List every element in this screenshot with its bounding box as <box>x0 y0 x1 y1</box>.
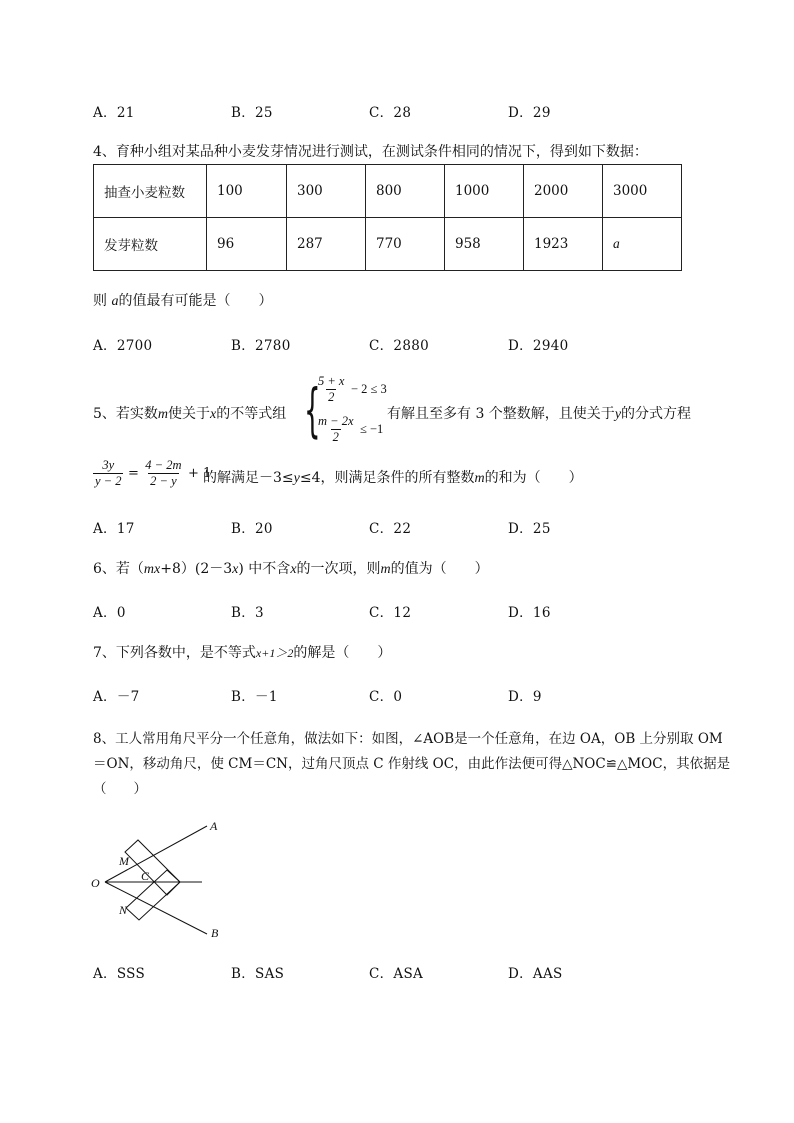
q5-inequality-2: $\frac{m - 2x}{2}$ ≤ −1 <box>318 414 384 444</box>
angle-bisector-figure <box>85 815 235 945</box>
q5-stem-part2: 有解且至多有 3 个整数解，且使关于y的分式方程 <box>387 406 692 422</box>
table-cell: 96 <box>207 218 287 271</box>
label-b: B <box>211 926 219 940</box>
q3-option-b: B．25 <box>231 105 273 121</box>
table-row-header: 发芽粒数 <box>94 218 207 271</box>
label-o: O <box>91 876 100 890</box>
q6-option-b: B．3 <box>231 605 264 621</box>
q7-option-c: C．0 <box>369 689 403 705</box>
q7-option-d: D．9 <box>508 689 542 705</box>
q6-option-a: A．0 <box>93 605 126 621</box>
q6-stem: 6、若（mx+8）(2－3x) 中不含x的一次项，则m的值为（ ） <box>93 561 489 577</box>
ruler-arm-lower <box>126 870 180 920</box>
table-cell: 1000 <box>445 165 524 218</box>
table-cell: 287 <box>287 218 366 271</box>
q4-question: 则 a的值最有可能是（ ） <box>93 293 273 309</box>
table-row <box>94 218 682 271</box>
q4-stem: 4、育种小组对某品种小麦发芽情况进行测试，在测试条件相同的情况下，得到如下数据： <box>93 144 648 160</box>
q8-option-b: B．SAS <box>231 966 285 982</box>
q8-option-a: A．SSS <box>93 966 146 982</box>
q8-stem-line2: ＝ON，移动角尺，使 CM＝CN，过角尺顶点 C 作射线 OC，由此作法便可得△NOC≌△MOC，其依据是 <box>93 756 731 772</box>
q5-inequality-1: $\frac{5 + x}{2}$ − 2 ≤ 3 <box>318 374 387 404</box>
q4-option-b: B．2780 <box>231 338 291 354</box>
table-cell: a <box>603 218 682 271</box>
table-cell: 800 <box>366 165 445 218</box>
table-row-header: 抽查小麦粒数 <box>94 165 207 218</box>
q5-option-d: D．25 <box>508 521 551 537</box>
table-row <box>94 165 682 218</box>
table-cell: 300 <box>287 165 366 218</box>
q8-stem-line1: 8、工人常用角尺平分一个任意角，做法如下：如图，∠AOB是一个任意角，在边 OA，OB 上分别取 OM <box>93 731 723 747</box>
q3-option-d: D．29 <box>508 105 551 121</box>
q4-option-c: C．2880 <box>369 338 429 354</box>
q5-option-a: A．17 <box>93 521 135 537</box>
table-cell: 2000 <box>524 165 603 218</box>
label-a: A <box>210 819 218 833</box>
q5-stem-part1: 5、若实数m使关于x的不等式组 <box>93 406 287 422</box>
q6-option-c: C．12 <box>369 605 412 621</box>
q7-option-a: A．－7 <box>93 689 140 705</box>
q8-option-c: C．ASA <box>369 966 424 982</box>
q5-stem-part3: 的解满足－3≤y≤4，则满足条件的所有整数m的和为（ ） <box>203 470 583 486</box>
q3-option-c: C．28 <box>369 105 412 121</box>
q8-stem-line3: （ ） <box>93 781 147 797</box>
q7-stem: 7、下列各数中，是不等式x+1＞2的解是（ ） <box>93 645 392 661</box>
label-n: N <box>119 903 128 917</box>
q8-option-d: D．AAS <box>508 966 563 982</box>
system-brace: { <box>304 376 321 444</box>
table-cell: 3000 <box>603 165 682 218</box>
q5-fraction-equation: $\frac{3y}{y - 2}$ = $\frac{4 - 2m}{2 - y}$ + 1 <box>95 458 212 488</box>
q7-option-b: B．－1 <box>231 689 278 705</box>
q5-option-c: C．22 <box>369 521 412 537</box>
label-m: M <box>119 854 129 868</box>
table-cell: 958 <box>445 218 524 271</box>
q6-option-d: D．16 <box>508 605 551 621</box>
ruler-arm-upper <box>125 840 180 895</box>
q5-option-b: B．20 <box>231 521 273 537</box>
table-cell: 100 <box>207 165 287 218</box>
q3-option-a: A．21 <box>93 105 135 121</box>
q4-data-table <box>93 164 682 271</box>
q4-option-a: A．2700 <box>93 338 153 354</box>
table-cell: 1923 <box>524 218 603 271</box>
label-c: C <box>141 869 150 883</box>
table-cell: 770 <box>366 218 445 271</box>
q4-option-d: D．2940 <box>508 338 569 354</box>
